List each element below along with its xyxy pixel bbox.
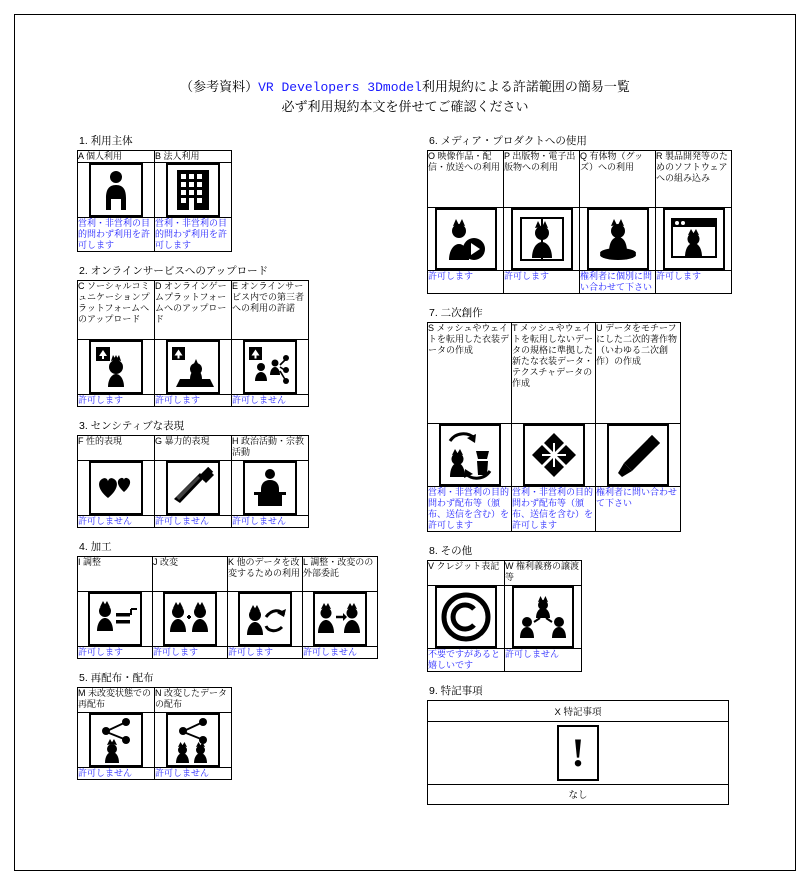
table-row — [428, 151, 732, 208]
software-window-icon — [663, 208, 725, 270]
cell-note-P: 許可します — [504, 271, 580, 294]
special-notes-box — [427, 700, 729, 805]
section-8 — [427, 543, 757, 672]
cell-header-L — [303, 557, 378, 592]
cell-icon-K — [228, 592, 303, 647]
item-label: 他のデータを改変するための利用 — [228, 557, 301, 578]
item-key: X — [554, 707, 561, 718]
section-3-table — [77, 435, 309, 528]
section-1 — [77, 133, 377, 252]
section-6-heading: 6. メディア・プロダクトへの使用 — [429, 135, 587, 147]
cell-note-K: 許可します — [228, 647, 303, 659]
copyright-icon — [435, 586, 497, 648]
item-key: D — [155, 281, 162, 291]
section-2-table — [77, 280, 309, 407]
hearts-icon — [89, 461, 143, 515]
title-suffix: 利用規約による許諾範囲の簡易一覧 — [421, 79, 630, 94]
table-row — [428, 487, 681, 532]
title-prefix: （参考資料） — [180, 79, 259, 94]
special-notes-footer: なし — [568, 790, 588, 801]
cell-note-Q: 権利者に個別に問い合わせて下さい — [580, 271, 656, 294]
table-row — [428, 649, 582, 672]
cell-icon-W — [505, 586, 582, 649]
item-label: 未改変状態での再配布 — [78, 688, 152, 709]
cell-header-T — [512, 323, 596, 424]
cell-header-C — [78, 281, 155, 340]
podium-speaker-icon — [243, 461, 297, 515]
item-label: 個人利用 — [86, 151, 123, 161]
cell-icon-S — [428, 424, 512, 487]
item-label: 法人利用 — [163, 151, 200, 161]
cell-note-V: 不要ですがあると嬉しいです — [428, 649, 505, 672]
table-row — [78, 151, 232, 163]
cell-header-F — [78, 436, 155, 461]
section-7-table — [427, 322, 681, 532]
item-key: P — [504, 151, 510, 161]
table-row — [78, 768, 232, 780]
cell-icon-O — [428, 208, 504, 271]
item-label: オンラインゲームプラットフォームへのアップロード — [155, 281, 227, 324]
section-4 — [77, 539, 377, 659]
item-label: 調整 — [83, 557, 102, 567]
avatar-upload-icon — [89, 340, 143, 394]
cell-note-M: 許可しません — [78, 768, 155, 780]
section-6-table — [427, 150, 732, 294]
item-label: 有体物（グッズ）への利用 — [580, 151, 644, 172]
person-icon — [89, 163, 143, 217]
item-key: F — [78, 436, 84, 446]
item-label: メッシュやウェイトを転用しないデータの規格に準拠した新たな衣装データ・テクスチャデータの作成 — [512, 323, 594, 388]
book-cat-icon — [511, 208, 573, 270]
table-row — [78, 281, 309, 340]
table-row — [428, 586, 582, 649]
section-1-heading: 1. 利用主体 — [79, 135, 133, 147]
item-key: N — [155, 688, 162, 698]
item-key: A — [78, 151, 84, 161]
right-column — [427, 133, 757, 816]
share-upload-icon — [243, 340, 297, 394]
cell-note-D: 許可します — [155, 395, 232, 407]
cell-icon-M — [78, 713, 155, 768]
item-key: R — [656, 151, 663, 161]
cell-icon-P — [504, 208, 580, 271]
item-label: 政治活動・宗教活動 — [232, 436, 305, 457]
cell-icon-G — [155, 461, 232, 516]
cell-header-V — [428, 561, 505, 586]
adjust-equal-icon — [88, 592, 142, 646]
item-key: L — [303, 557, 308, 567]
item-key: Q — [580, 151, 588, 161]
transfer-rights-icon — [512, 586, 574, 648]
table-row — [78, 516, 309, 528]
item-label: 出版物・電子出版物への利用 — [504, 151, 576, 172]
cell-icon-J — [153, 592, 228, 647]
item-key: K — [228, 557, 235, 567]
cell-note-C: 許可します — [78, 395, 155, 407]
item-key: W — [505, 561, 514, 571]
item-label: メッシュやウェイトを転用した衣装データの作成 — [428, 323, 510, 355]
cell-icon-T — [512, 424, 596, 487]
cell-icon-Q — [580, 208, 656, 271]
cell-header-D — [155, 281, 232, 340]
section-7-heading: 7. 二次創作 — [429, 307, 483, 319]
figure-goods-icon — [587, 208, 649, 270]
cell-note-F: 許可しません — [78, 516, 155, 528]
cell-icon-E — [232, 340, 309, 395]
page-title — [15, 77, 795, 116]
cell-note-W: 許可しません — [505, 649, 582, 672]
cell-note-B: 営利・非営利の目的問わず利用を許可します — [155, 218, 232, 252]
cell-header-S — [428, 323, 512, 424]
item-key: G — [155, 436, 163, 446]
cell-icon-V — [428, 586, 505, 649]
table-row — [78, 395, 309, 407]
cell-note-R: 許可します — [656, 271, 732, 294]
item-label: 性的表現 — [86, 436, 123, 446]
cell-note-I: 許可します — [78, 647, 153, 659]
cell-note-L: 許可しません — [303, 647, 378, 659]
cell-icon-F — [78, 461, 155, 516]
section-8-table — [427, 560, 582, 672]
cell-icon-B — [155, 163, 232, 218]
item-key: B — [155, 151, 162, 161]
cell-note-U: 権利者に問い合わせて下さい — [596, 487, 681, 532]
table-row — [78, 647, 378, 659]
video-play-icon — [435, 208, 497, 270]
section-4-heading: 4. 加工 — [79, 541, 112, 553]
item-key: O — [428, 151, 436, 161]
table-row — [428, 208, 732, 271]
cell-header-I — [78, 557, 153, 592]
mesh-reuse-icon — [439, 424, 501, 486]
other-data-modify-icon — [238, 592, 292, 646]
item-label: クレジット表記 — [436, 561, 500, 571]
item-label: 改変したデータの配布 — [155, 688, 228, 709]
section-3 — [77, 418, 377, 528]
item-label: オンラインサービス内での第三者への利用の許諾 — [232, 281, 305, 313]
share-cat-icon — [89, 713, 143, 767]
cell-icon-N — [155, 713, 232, 768]
table-row — [78, 713, 232, 768]
section-5-table — [77, 687, 232, 780]
table-row — [428, 561, 582, 586]
cell-note-N: 許可しません — [155, 768, 232, 780]
modify-two-cats-icon — [163, 592, 217, 646]
table-row — [78, 218, 232, 252]
cell-header-A — [78, 151, 155, 163]
table-row — [78, 592, 378, 647]
item-label: 特記事項 — [563, 707, 602, 718]
cell-header-U — [596, 323, 681, 424]
share-modified-cat-icon — [166, 713, 220, 767]
outsourcing-icon — [313, 592, 367, 646]
cell-header-G — [155, 436, 232, 461]
section-7 — [427, 305, 757, 532]
title-line-2: 必ず利用規約本文を併せてご確認ください — [281, 99, 529, 114]
section-3-heading: 3. センシティブな表現 — [79, 420, 185, 432]
cell-header-H — [232, 436, 309, 461]
knife-icon — [166, 461, 220, 515]
cell-icon-U — [596, 424, 681, 487]
item-label: 映像作品・配信・放送への利用 — [428, 151, 501, 172]
cell-note-J: 許可します — [153, 647, 228, 659]
section-6 — [427, 133, 757, 294]
cell-note-E: 許可しません — [232, 395, 309, 407]
special-notes-icon-area — [428, 722, 728, 785]
section-2-heading: 2. オンラインサービスへのアップロード — [79, 265, 269, 277]
item-label: 製品開発等のためのソフトウェアへの組み込み — [656, 151, 729, 183]
item-label: 暴力的表現 — [164, 436, 210, 446]
cell-header-Q — [580, 151, 656, 208]
cell-header-E — [232, 281, 309, 340]
table-row — [78, 340, 309, 395]
table-row — [428, 271, 732, 294]
item-key: V — [428, 561, 435, 571]
title-line-1 — [15, 77, 795, 97]
cell-header-K — [228, 557, 303, 592]
item-key: I — [78, 557, 81, 567]
cell-header-J — [153, 557, 228, 592]
building-icon — [166, 163, 220, 217]
item-label: データをモチーフにした二次的著作物（いわゆる二次創作）の作成 — [596, 323, 678, 366]
section-9-heading: 9. 特記事項 — [429, 685, 483, 697]
cell-icon-R — [656, 208, 732, 271]
item-label: 改変 — [160, 557, 179, 567]
cell-icon-C — [78, 340, 155, 395]
brush-icon — [607, 424, 669, 486]
cell-note-O: 許可します — [428, 271, 504, 294]
cell-note-T: 営利・非営利の目的問わず配布等（頒布、送信を含む）を許可します — [512, 487, 596, 532]
cell-header-W — [505, 561, 582, 586]
table-row — [428, 323, 681, 424]
cell-header-P — [504, 151, 580, 208]
new-costume-icon — [523, 424, 585, 486]
left-column — [77, 133, 377, 791]
cell-note-A: 営利・非営利の目的問わず利用を許可します — [78, 218, 155, 252]
section-8-heading: 8. その他 — [429, 545, 473, 557]
table-row — [78, 436, 309, 461]
pc-upload-icon — [166, 340, 220, 394]
section-5-heading: 5. 再配布・配布 — [79, 672, 154, 684]
table-row — [428, 424, 681, 487]
cell-icon-H — [232, 461, 309, 516]
cell-note-H: 許可しません — [232, 516, 309, 528]
exclamation-icon: ! — [557, 725, 599, 781]
title-mono: VR Developers 3Dmodel — [258, 80, 422, 95]
item-label: 権利義務の譲渡等 — [505, 561, 580, 582]
cell-header-M — [78, 688, 155, 713]
cell-icon-L — [303, 592, 378, 647]
cell-header-R — [656, 151, 732, 208]
table-row — [78, 557, 378, 592]
item-key: E — [232, 281, 239, 291]
item-key: C — [78, 281, 85, 291]
item-key: S — [428, 323, 435, 333]
table-row — [78, 461, 309, 516]
section-9 — [427, 683, 757, 805]
cell-note-G: 許可しません — [155, 516, 232, 528]
table-row — [78, 688, 232, 713]
section-1-table — [77, 150, 232, 252]
document-page — [14, 14, 796, 871]
special-notes-header — [428, 701, 728, 722]
item-key: H — [232, 436, 239, 446]
item-label: 調整・改変のの外部委託 — [303, 557, 374, 578]
cell-note-S: 営利・非営利の目的問わず配布等（頒布、送信を含む）を許可します — [428, 487, 512, 532]
cell-icon-A — [78, 163, 155, 218]
item-key: U — [596, 323, 603, 333]
item-key: T — [512, 323, 518, 333]
item-key: M — [78, 688, 86, 698]
item-key: J — [153, 557, 158, 567]
table-row — [78, 163, 232, 218]
section-4-table — [77, 556, 378, 659]
cell-header-B — [155, 151, 232, 163]
item-label: ソーシャルコミュニケーションプラットフォームへのアップロード — [78, 281, 150, 324]
cell-icon-D — [155, 340, 232, 395]
section-5 — [77, 670, 377, 780]
cell-header-N — [155, 688, 232, 713]
cell-header-O — [428, 151, 504, 208]
cell-icon-I — [78, 592, 153, 647]
section-2 — [77, 263, 377, 407]
